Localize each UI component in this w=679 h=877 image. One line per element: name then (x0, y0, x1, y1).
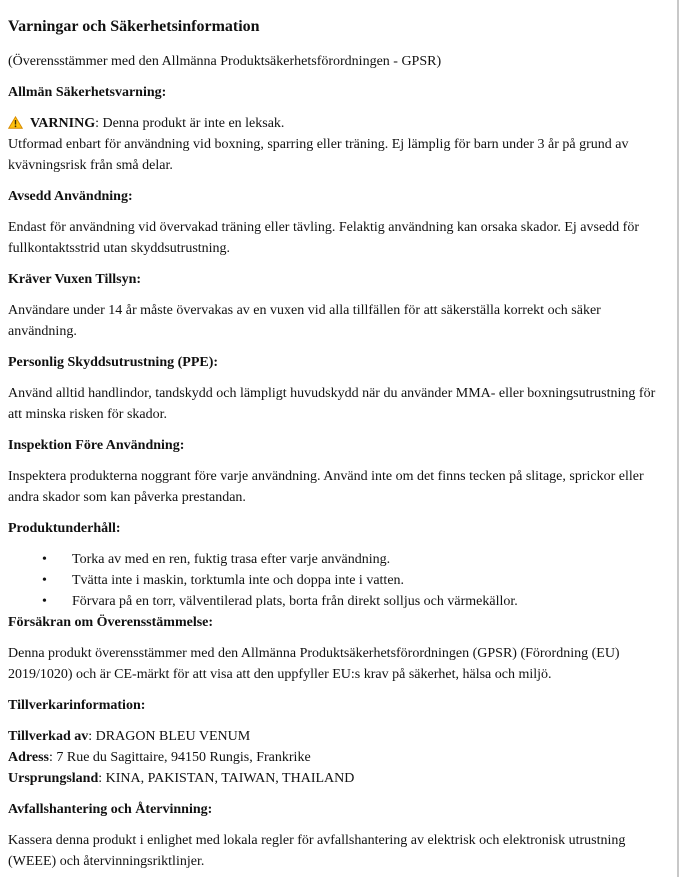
manufacturer-label: Ursprungsland (8, 771, 99, 786)
intended-use-body: Endast för användning vid övervakad träning eller tävling. Felaktig användning kan orsaka skador. Ej avsedd för fullkontaktsstrid utan skyddsutrustning. (8, 220, 639, 256)
adult-supervision-body: Användare under 14 år måste övervakas av en vuxen vid alla tillfällen för att säkerställa korrekt och säker användning. (8, 303, 601, 339)
warning-sentence: : Denna produkt är inte en leksak. (95, 116, 285, 131)
warning-label: VARNING (30, 116, 96, 131)
list-item: • Torka av med en ren, fuktig trasa efter varje användning. (8, 549, 667, 570)
manufacturer-line (8, 729, 250, 744)
list-item: • Tvätta inte i maskin, torktumla inte och doppa inte i vatten. (8, 570, 667, 591)
manufacturer-line (8, 750, 311, 765)
manufacturer-line (8, 771, 354, 786)
manufacturer-value: : KINA, PAKISTAN, TAIWAN, THAILAND (98, 771, 355, 786)
section-heading-adult-supervision: Kräver Vuxen Tillsyn: (8, 272, 142, 287)
manufacturer-label: Tillverkad av (8, 729, 89, 744)
section-heading-ppe: Personlig Skyddsutrustning (PPE): (8, 355, 219, 370)
section-heading-inspection: Inspektion Före Användning: (8, 438, 185, 453)
page-title: Varningar och Säkerhetsinformation (8, 18, 260, 35)
ppe-body: Använd alltid handlindor, tandskydd och lämpligt huvudskydd när du använder MMA- eller boxningsutrustning för att minska risken för skador. (8, 386, 656, 422)
section-heading-disposal: Avfallshantering och Återvinning: (8, 802, 213, 817)
manufacturer-label: Adress (8, 750, 49, 765)
manufacturer-value: : DRAGON BLEU VENUM (88, 729, 251, 744)
warning-line (8, 116, 284, 131)
disposal-body: Kassera denna produkt i enlighet med lokala regler för avfallshantering av elektrisk och elektronisk utrustning (WEEE) och återvinningsriktlinjer. (8, 833, 626, 869)
maintenance-bullet-list (8, 549, 667, 612)
section-heading-conformity: Försäkran om Överensstämmelse: (8, 615, 214, 630)
section-heading-manufacturer: Tillverkarinformation: (8, 698, 146, 713)
inspection-body: Inspektera produkterna noggrant före varje användning. Använd inte om det finns tecken på slitage, sprickor eller andra skador som kan påverka prestandan. (8, 469, 644, 505)
list-item: • Förvara på en torr, välventilerad plats, borta från direkt solljus och värmekällor. (8, 591, 667, 612)
manufacturer-value: : 7 Rue du Sagittaire, 94150 Rungis, Frankrike (48, 750, 311, 765)
section-heading-intended-use: Avsedd Användning: (8, 189, 133, 204)
general-warning-body: Utformad enbart för användning vid boxning, sparring eller träning. Ej lämplig för barn under 3 år på grund av kvävningsrisk från små delar. (8, 137, 629, 173)
section-heading-general-warning: Allmän Säkerhetsvarning: (8, 85, 167, 100)
conformity-body: Denna produkt överensstämmer med den Allmänna Produktsäkerhetsförordningen (GPSR) (Förordning (EU) 2019/1020) och är CE-märkt för att visa att den uppfyller EU:s krav på säkerhet, hälsa och miljö. (8, 646, 620, 682)
manufacturer-info-block (8, 726, 667, 789)
subtitle: (Överensstämmer med den Allmänna Produktsäkerhetsförordningen - GPSR) (8, 54, 442, 69)
section-heading-maintenance: Produktunderhåll: (8, 521, 121, 536)
general-warning-block (8, 113, 667, 176)
warning-triangle-icon (8, 116, 23, 129)
